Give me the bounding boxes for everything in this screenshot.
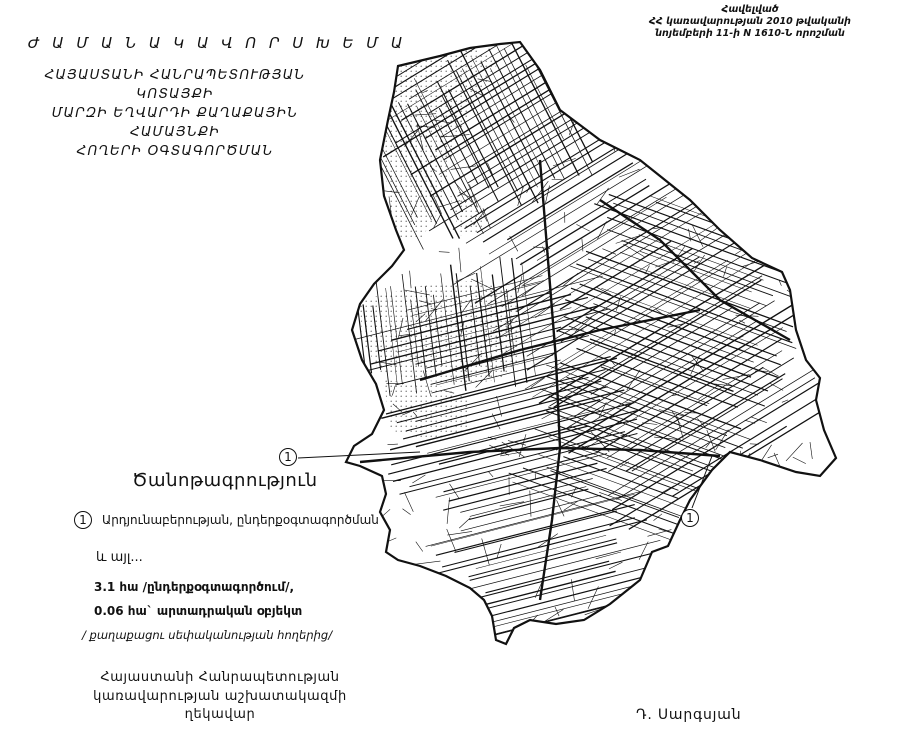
parcel-division	[730, 226, 737, 239]
parcel-division	[789, 576, 802, 587]
parcel-division	[454, 608, 478, 617]
approval-line: ՀՀ կառավարության 2010 թվականի	[649, 16, 851, 27]
parcel-line	[622, 240, 773, 295]
parcel-division	[404, 492, 413, 512]
parcel-division	[814, 520, 833, 527]
approval-stamp	[610, 4, 890, 40]
parcel-division	[443, 610, 465, 617]
parcel-division	[456, 273, 476, 282]
parcel-division	[740, 451, 742, 464]
parcel-division	[810, 543, 833, 557]
parcel-division	[691, 528, 706, 548]
parcel-division	[403, 509, 411, 515]
legend-detail: 0.06 հա` արտադրական օբյեկտ	[94, 604, 303, 618]
parcel-line	[568, 450, 678, 490]
parcel-division	[640, 71, 645, 86]
legend-detail: / քաղաքացու սեփականության հողերից/	[82, 628, 333, 642]
parcel-division	[766, 99, 777, 112]
parcel-line	[449, 463, 598, 501]
parcel-line	[493, 191, 721, 331]
parcel-division	[483, 208, 490, 228]
parcel-line	[513, 482, 701, 551]
parcel-division	[815, 545, 834, 547]
parcel-division	[787, 543, 811, 553]
parcel-line	[649, 196, 780, 244]
parcel-division	[751, 417, 767, 423]
parcel-line	[613, 203, 803, 272]
parcel-division	[439, 252, 450, 253]
approval-line: Հավելված	[721, 4, 779, 15]
parcel-division	[532, 181, 549, 203]
parcel-division	[812, 258, 826, 266]
parcel-division	[685, 588, 710, 590]
parcel-line	[527, 233, 728, 356]
parcel-division	[629, 593, 651, 606]
parcel-division	[444, 578, 450, 596]
parcel-division	[694, 125, 706, 145]
parcel-line	[551, 260, 728, 369]
parcel-division	[614, 141, 617, 152]
parcel-line	[400, 434, 638, 495]
parcel-division	[774, 453, 783, 473]
parcel-division	[365, 611, 382, 624]
signatory-organization	[70, 669, 370, 725]
parcel-division	[741, 144, 742, 164]
map-callout-right: 1	[681, 509, 699, 527]
subject-line: ՀՈՂԵՐԻ ՕԳՏԱԳՈՐԾՄԱՆ	[76, 143, 274, 159]
parcel-division	[770, 142, 788, 158]
parcel-division	[768, 76, 789, 79]
parcel-division	[658, 79, 660, 91]
parcel-division	[804, 133, 811, 150]
parcel-division	[680, 553, 690, 560]
parcel-line	[460, 479, 592, 513]
parcel-line	[469, 489, 588, 519]
parcel-division	[576, 224, 589, 231]
parcel-division	[729, 204, 737, 227]
parcel-division	[519, 434, 526, 457]
parcel-division	[662, 612, 685, 620]
parcel-line	[437, 576, 673, 636]
parcel-line	[575, 303, 760, 417]
parcel-line	[454, 135, 697, 284]
parcel-line	[504, 48, 564, 166]
legend-item-label: Արդյունաբերության, ընդերքօգտագործման	[102, 513, 379, 527]
parcel-division	[489, 472, 494, 477]
parcel-division	[726, 179, 730, 193]
parcel-line	[436, 597, 686, 661]
parcel-division	[677, 123, 691, 128]
parcel-line	[469, 539, 617, 577]
parcel-line	[431, 494, 635, 546]
parcel-division	[806, 156, 807, 176]
parcel-division	[723, 172, 738, 177]
parcel-division	[787, 290, 798, 298]
parcel-division	[772, 569, 780, 582]
parcel-division	[799, 92, 822, 102]
parcel-line	[433, 586, 683, 650]
parcel-division	[736, 465, 752, 479]
parcel-division	[450, 484, 460, 499]
parcel-division	[744, 176, 756, 189]
parcel-division	[447, 531, 472, 535]
parcel-division	[416, 542, 423, 552]
parcel-division	[464, 608, 485, 613]
parcel-division	[810, 442, 812, 459]
parcel-division	[685, 576, 693, 587]
parcel-division	[786, 443, 803, 461]
parcel-division	[754, 594, 757, 602]
parcel-division	[719, 514, 730, 530]
parcel-division	[797, 248, 809, 273]
parcel-line	[468, 102, 601, 183]
parcel-division	[414, 561, 441, 564]
parcel-division	[807, 313, 811, 323]
parcel-division	[654, 514, 663, 521]
subject-line: ՀԱՅԱՍՏԱՆԻ ՀԱՆՐԱՊԵՏՈՒԹՅԱՆ ԿՈՏԱՅՔԻ	[44, 67, 306, 102]
parcel-division	[721, 174, 737, 176]
parcel-division	[777, 82, 788, 85]
parcel-division	[596, 552, 621, 559]
signatory-line: ղեկավար	[184, 707, 256, 722]
parcel-division	[459, 248, 461, 272]
signatory-line: կառավարության աշխատակազմի	[93, 688, 347, 704]
parcel-division	[770, 383, 783, 390]
parcel-division	[648, 530, 672, 537]
parcel-division	[702, 147, 704, 172]
schema-title: Ժ Ա Մ Ա Ն Ա Կ Ա Վ Ո Ր Ս Խ Ե Մ Ա	[28, 34, 407, 52]
parcel-line	[436, 563, 667, 622]
parcel-division	[772, 480, 784, 501]
parcel-division	[729, 623, 735, 641]
parcel-line	[489, 49, 555, 179]
approval-line: նոյեմբերի 11-ի N 1610-Ն որոշման	[655, 28, 845, 39]
parcel-division	[459, 518, 470, 528]
parcel-division	[731, 501, 739, 502]
subject-line: ՄԱՐԶԻ ԵՂՎԱՐԴԻ ՔԱՂԱՔԱՅԻՆ ՀԱՄԱՅՆՔԻ	[51, 105, 299, 140]
parcel-division	[745, 420, 755, 423]
parcel-line	[564, 317, 768, 392]
signatory-line: Հայաստանի Հանրապետության	[100, 670, 340, 685]
parcel-division	[793, 457, 806, 464]
parcel-division	[793, 483, 796, 502]
parcel-line	[539, 455, 699, 513]
parcel-division	[388, 444, 398, 445]
parcel-line	[593, 304, 753, 363]
parcel-division	[808, 211, 816, 215]
parcel-division	[752, 582, 759, 607]
legend-detail: 3.1 հա /ընդերքօգտագործում/,	[94, 580, 295, 594]
legend-title: Ծանոթագրություն	[132, 470, 318, 491]
subject-title	[10, 66, 340, 161]
parcel-division	[578, 89, 582, 96]
legend-item	[74, 511, 379, 529]
parcel-division	[486, 93, 499, 101]
parcel-line	[608, 369, 815, 496]
parcel-line	[509, 473, 710, 546]
parcel-line	[640, 251, 752, 292]
parcel-division	[631, 619, 655, 624]
parcel-division	[425, 584, 437, 603]
parcel-division	[518, 276, 522, 293]
parcel-division	[742, 261, 759, 266]
parcel-division	[626, 89, 645, 95]
parcel-division	[500, 502, 524, 506]
map-callout-left: 1	[279, 448, 297, 466]
parcel-line	[507, 163, 633, 240]
parcel-division	[600, 97, 602, 113]
parcel-line	[442, 518, 635, 567]
parcel-line	[426, 492, 640, 547]
legend-and-more: և այլ...	[96, 550, 143, 565]
parcel-division	[473, 606, 484, 609]
parcel-division	[619, 169, 640, 177]
parcel-division	[713, 530, 734, 535]
parcel-division	[768, 454, 778, 458]
parcel-division	[447, 498, 449, 524]
signatory-name: Դ. Սարգսյան	[636, 707, 742, 723]
parcel-division	[812, 183, 829, 201]
parcel-division	[410, 271, 412, 289]
legend-marker: 1	[74, 511, 92, 529]
parcel-division	[582, 239, 583, 252]
parcel-division	[598, 101, 613, 103]
